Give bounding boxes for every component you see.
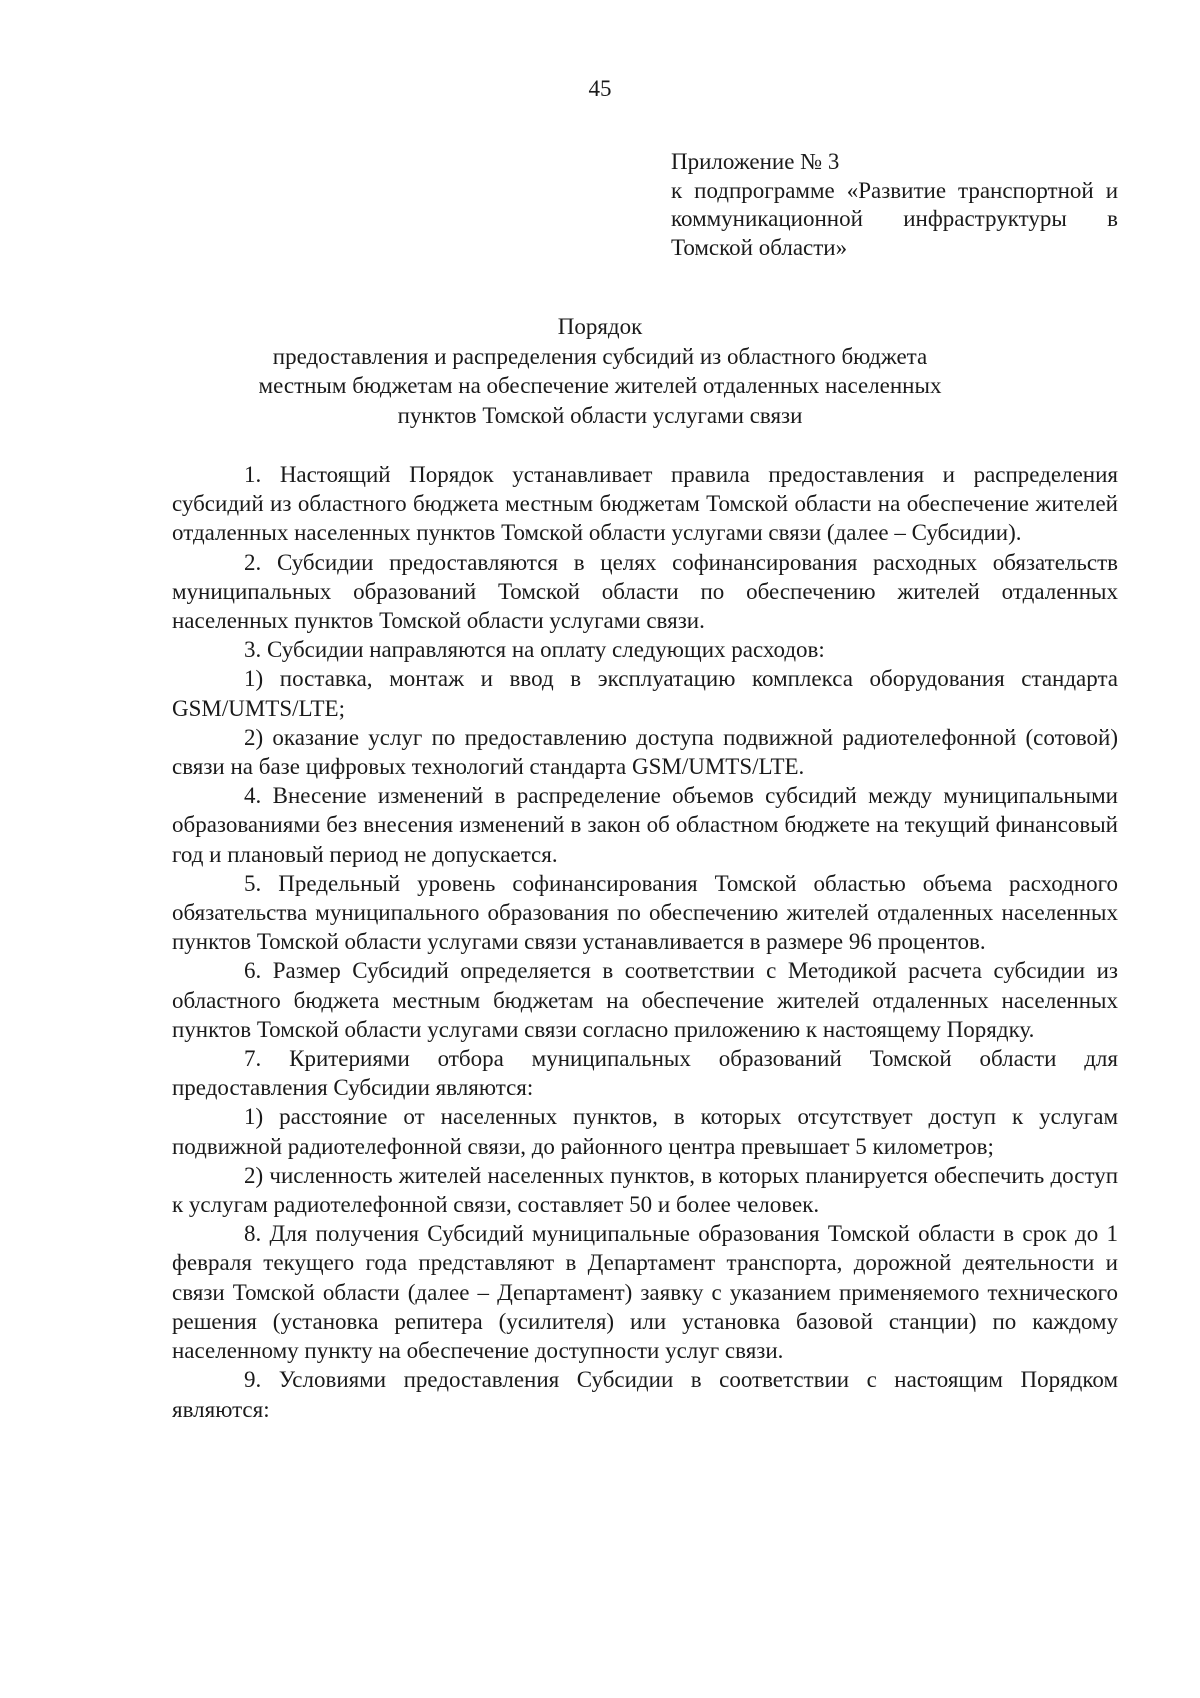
- document-body: [172, 460, 1118, 1424]
- page-number: 45: [588, 76, 612, 101]
- paragraph-4: 4. Внесение изменений в распределение объемов субсидий между муниципальными образованиями без внесения изменений в закон об областном бюджете на текущий финансовый год и плановый период не допускается.: [172, 783, 1118, 867]
- annex-title: Приложение № 3: [671, 149, 840, 174]
- paragraph-5: 5. Предельный уровень софинансирования Томской областью объема расходного обязательства муниципального образования по обеспечению жителей отдаленных населенных пунктов Томской области услугами связи устанавливается в размере 96 процентов.: [172, 870, 1118, 955]
- paragraph-6: 6. Размер Субсидий определяется в соответствии с Методикой расчета субсидии из областного бюджета местным бюджетам на обеспечение жителей отдаленных населенных пунктов Томской области услугами связи согласно приложению к настоящему Порядку.: [172, 958, 1118, 1042]
- paragraph-8: 8. Для получения Субсидий муниципальные образования Томской области в срок до 1 февраля текущего года представляют в Департамент транспорта, дорожной деятельности и связи Томской области (далее – Департамент) заявку с указанием применяемого технического решения (установка репитера (усилителя) или установка базовой станции) по каждому населенному пункту на обеспечение доступности услуг связи.: [172, 1221, 1118, 1364]
- annex-reference: к подпрограмме «Развитие транспортной и коммуникационной инфраструктуры в Томской области»: [671, 177, 1118, 261]
- document-title-block: [240, 312, 960, 430]
- document-subtitle: предоставления и распределения субсидий из областного бюджета местным бюджетам на обеспечение жителей отдаленных населенных пунктов Томской области услугами связи: [258, 343, 942, 428]
- annex-header: [671, 148, 1118, 263]
- paragraph-3: 3. Субсидии направляются на оплату следующих расходов:: [244, 637, 825, 663]
- paragraph-2: 2. Субсидии предоставляются в целях софинансирования расходных обязательств муниципальных образований Томской области по обеспечению жителей отдаленных населенных пунктов Томской области услугами связи.: [172, 549, 1118, 634]
- document-title: Порядок: [557, 314, 643, 339]
- paragraph-1: 1. Настоящий Порядок устанавливает правила предоставления и распределения субсидий из областного бюджета местным бюджетам Томской области на обеспечение жителей отдаленных населенных пунктов Томской области услугами связи (далее – Субсидии).: [172, 462, 1118, 546]
- paragraph-7: 7. Критериями отбора муниципальных образований Томской области для предоставления Субсидии являются:: [172, 1046, 1118, 1101]
- paragraph-7-item-2: 2) численность жителей населенных пунктов, в которых планируется обеспечить доступ к услугам радиотелефонной связи, составляет 50 и более человек.: [172, 1162, 1118, 1218]
- paragraph-9: 9. Условиями предоставления Субсидии в соответствии с настоящим Порядком являются:: [172, 1367, 1118, 1422]
- paragraph-3-item-2: 2) оказание услуг по предоставлению доступа подвижной радиотелефонной (сотовой) связи на базе цифровых технологий стандарта GSM/UMTS/LTE.: [172, 724, 1118, 780]
- paragraph-3-item-1: 1) поставка, монтаж и ввод в эксплуатацию комплекса оборудования стандарта GSM/UMTS/LTE;: [172, 666, 1118, 721]
- paragraph-7-item-1: 1) расстояние от населенных пунктов, в которых отсутствует доступ к услугам подвижной радиотелефонной связи, до районного центра превышает 5 километров;: [172, 1104, 1118, 1159]
